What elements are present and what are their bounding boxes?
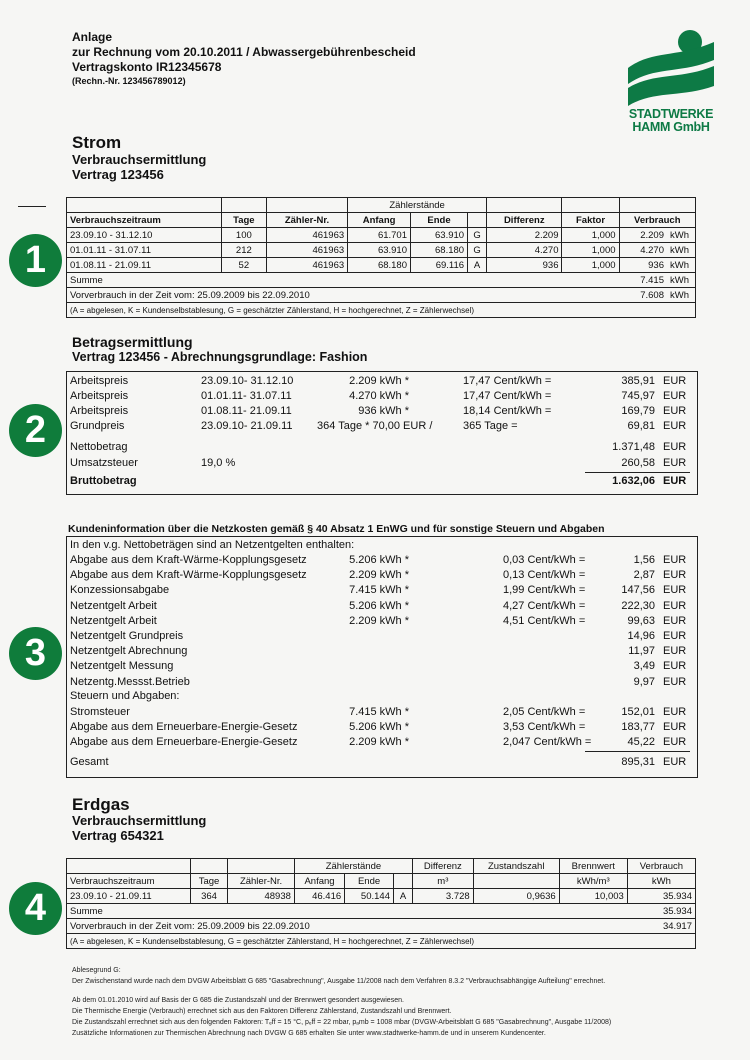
betrag-row-rate: 18,14 Cent/kWh = [463,405,552,417]
betrag-row-period: 01.01.11- 31.07.11 [201,390,292,402]
steuern-label: Steuern und Abgaben: [70,690,180,702]
col-faktor: Faktor [562,213,619,228]
kunden-row-rate: 1,99 Cent/kWh = [503,584,586,597]
erdgas-title: Erdgas [72,795,130,814]
kunden-row-currency: EUR [663,675,687,688]
ust-label: Umsatzsteuer [70,457,138,469]
kunden-row-label: Netzentgelt Arbeit [70,614,157,627]
kunden-box: In den v.g. Nettobeträgen sind an Netzentgelten enthalten: Abgabe aus dem Kraft-Wärme-Kopplungsgesetz 5.206 kWh * 0,03 Cent/kWh = 1,56 EUR Abgabe aus dem Kraft-Wärme-Kopplungsgesetz 2.209 kWh * 0,13 Cent/kWh = 2,87 EUR Konzessionsabgabe 7.415 kWh * 1,99 Cent/kWh = 147,56 EUR Netzentgelt Arbeit 5.206 kWh * 4,27 Cent/kWh = 222,30 EUR Netzentgelt Arbeit 2.209 kWh * 4,51 Cent/kWh = 99,63 EUR Netzentgelt Grundpreis 14,96 EUR Netzentgelt Abrechnung 11,97 EUR Netzentgelt Messung 3,49 EUR Netzentg.Messst.Betrieb 9,97 EUR Steuern und Abgaben: Stromsteuer 7.415 kWh * 2,05 Cent/kWh = 152,01 EUR Abgabe aus dem Erneuerbare-Energie-Gesetz 5.206 kWh * 3,53 Cent/kWh = 183,77 EUR Abgabe aus dem Erneuerbare-Energie-Gesetz 2.209 kWh * 2,047 Cent/kWh = 45,22 EUR Gesamt 895,31 EUR [66,536,698,778]
kunden-row-label: Konzessionsabgabe [70,584,170,597]
ust-rate: 19,0 % [201,457,236,469]
betrag-row-currency: EUR [663,390,687,402]
header-line-2: zur Rechnung vom 20.10.2011 / Abwassergebührenbescheid [72,45,416,59]
betrag-row-amount: 385,91 [621,375,655,387]
section-badge-4: 4 [9,882,62,935]
betrag-row-qty: 2.209 kWh * [349,375,409,387]
header-line-3: Vertragskonto IR12345678 [72,60,222,74]
steuern-row-qty: 5.206 kWh * [349,721,409,734]
kunden-row-rate: 4,51 Cent/kWh = [503,614,586,627]
kunden-row-amount: 11,97 [628,645,655,658]
table-row: 23.09.10 - 31.12.10 100 461963 61.701 63.910 G 2.209 1,000 2.209 kWh [67,228,696,243]
col-tage: Tage [221,213,266,228]
betrag-row-label: Arbeitspreis [70,375,129,387]
summe-row: Summe 7.415 kWh [67,273,696,288]
section-badge-1: 1 [9,234,62,287]
col-anfang: Anfang [348,213,411,228]
zaehlerstaende-header: Zählerstände [348,198,487,213]
header-line-4: (Rechn.-Nr. 123456789012) [72,76,186,86]
logo-mark-icon [622,28,720,108]
margin-mark [18,206,46,207]
kunden-row-label: Netzentgelt Arbeit [70,599,157,612]
col-differenz: Differenz [487,213,562,228]
brutto-line [585,472,690,473]
erdgas-summe-row: Summe 35.934 [67,904,696,919]
kunden-row-label: Netzentgelt Messung [70,660,174,673]
steuern-row-rate: 2,05 Cent/kWh = [503,706,586,718]
table-row: 23.09.10 - 21.09.11 364 48938 46.416 50.144 A 3.728 0,9636 10,003 35.934 [67,889,696,904]
betrag-row-qty: 364 Tage * 70,00 EUR / [317,420,433,432]
kunden-row-amount: 9,97 [633,675,655,688]
betrag-row-rate: 17,47 Cent/kWh = [463,390,552,402]
kunden-row-qty: 2.209 kWh * [349,614,409,627]
ust-value: 260,58 [621,457,655,469]
steuern-row-currency: EUR [663,706,687,718]
col-zaehler-nr: Zähler-Nr. [266,213,347,228]
steuern-row-rate: 2,047 Cent/kWh = [503,736,592,749]
kunden-row-currency: EUR [663,569,687,582]
betrag-row-rate: 365 Tage = [463,420,518,432]
erdgas-vorverbrauch-row: Vorverbrauch in der Zeit vom: 25.09.2009 bis 22.09.2010 34.917 [67,919,696,934]
kunden-row-label: Abgabe aus dem Kraft-Wärme-Kopplungsgesetz [70,554,307,566]
kunden-row-label: Netzentgelt Abrechnung [70,645,188,658]
betrag-row-qty: 4.270 kWh * [349,390,409,402]
gesamt-line [585,751,690,752]
betrag-row-label: Arbeitspreis [70,390,129,402]
kunden-row-rate: 0,13 Cent/kWh = [503,569,586,582]
betrag-row-rate: 17,47 Cent/kWh = [463,375,552,387]
betrag-row-currency: EUR [663,375,687,387]
kunden-row-amount: 3,49 [633,660,655,673]
kunden-row-currency: EUR [663,599,687,612]
kunden-row-label: Netzentgelt Grundpreis [70,630,184,642]
steuern-row-label: Abgabe aus dem Erneuerbare-Energie-Gesetz [70,736,298,749]
gesamt-label: Gesamt [70,756,109,768]
betrag-row-period: 23.09.10- 21.09.11 [201,420,293,432]
steuern-row-qty: 7.415 kWh * [349,706,409,718]
company-logo [622,28,720,140]
kunden-row-rate: 4,27 Cent/kWh = [503,599,586,612]
kunden-row-currency: EUR [663,660,687,673]
kunden-row-amount: 2,87 [633,569,655,582]
erdgas-vertrag: Vertrag 654321 [72,828,164,843]
kunden-row-currency: EUR [663,554,687,566]
kunden-title: Kundeninformation über die Netzkosten gemäß § 40 Absatz 1 EnWG und für sonstige Steuern und Abgaben [68,523,605,535]
table-row: 01.08.11 - 21.09.11 52 461963 68.180 69.116 A 936 1,000 936 kWh [67,258,696,273]
kunden-row-qty: 2.209 kWh * [349,569,409,582]
section-badge-3: 3 [9,627,62,680]
gesamt-value: 895,31 [621,756,655,768]
logo-text-line-1: STADTWERKE [628,107,714,121]
strom-vertrag: Vertrag 123456 [72,167,164,182]
col-ende: Ende [411,213,468,228]
betrag-subtitle: Vertrag 123456 - Abrechnungsgrundlage: Fashion [72,350,368,364]
betrag-row-currency: EUR [663,405,687,417]
steuern-row-amount: 152,01 [621,706,655,718]
header-line-1: Anlage [72,30,113,44]
betrag-row-qty: 936 kWh * [358,405,409,417]
steuern-row-label: Stromsteuer [70,706,130,718]
betrag-title: Betragsermittlung [72,334,193,350]
kunden-row-currency: EUR [663,645,687,658]
col-verbrauch: Verbrauch [619,213,695,228]
netto-value: 1.371,48 [612,441,655,453]
steuern-row-currency: EUR [663,721,687,734]
erdgas-consumption-table: Zählerstände Differenz Zustandszahl Brennwert Verbrauch Verbrauchszeitraum Tage Zähler-Nr. Anfang Ende m³ kWh/m³ kWh 23.09.10 - 21.09.11 364 48938 46.416 50.144 A 3.728 0,9636 10,003 35.934 Summe 35.934 Vorverbrauch in der Zeit vom: 25.09.2009 bis 22.09.2010 34.917 (A = abgelesen, K = Kundenselbstablesung, G = geschätzter Zählerstand, H = hochgerechnet, Z = Zählerwechsel) [66,858,696,949]
vorverbrauch-row: Vorverbrauch in der Zeit vom: 25.09.2009 bis 22.09.2010 7.608 kWh [67,288,696,303]
betrag-row-label: Grundpreis [70,420,125,432]
strom-title: Strom [72,133,122,152]
steuern-row-amount: 45,22 [627,736,655,749]
table-row: 01.01.11 - 31.07.11 212 461963 63.910 68.180 G 4.270 1,000 4.270 kWh [67,243,696,258]
document-header [72,30,416,87]
logo-text-line-2: HAMM GmbH [632,120,710,134]
col-flag [468,213,487,228]
kunden-row-amount: 147,56 [621,584,655,597]
betrag-row-period: 23.09.10- 31.12.10 [201,375,294,387]
betrag-box: Arbeitspreis 23.09.10- 31.12.10 2.209 kWh * 17,47 Cent/kWh = 385,91 EUR Arbeitspreis 01.01.11- 31.07.11 4.270 kWh * 17,47 Cent/kWh = 745,97 EUR Arbeitspreis 01.08.11- 21.09.11 936 kWh * 18,14 Cent/kWh = 169,79 EUR Grundpreis 23.09.10- 21.09.11 364 Tage * 70,00 EUR / 365 Tage = 69,81 EUR Nettobetrag 1.371,48 EUR Umsatzsteuer 19,0 % 260,58 EUR Bruttobetrag 1.632,06 EUR [66,371,698,495]
kunden-row-currency: EUR [663,584,687,597]
kunden-row-rate: 0,03 Cent/kWh = [503,554,586,566]
legend-row: (A = abgelesen, K = Kundenselbstablesung, G = geschätzter Zählerstand, H = hochgerechnet, Z = Zählerwechsel) [67,303,696,318]
kunden-intro: In den v.g. Nettobeträgen sind an Netzentgelten enthalten: [70,539,355,551]
steuern-row-label: Abgabe aus dem Erneuerbare-Energie-Gesetz [70,721,298,734]
erdgas-subtitle: Verbrauchsermittlung [72,813,207,828]
strom-subtitle: Verbrauchsermittlung [72,152,207,167]
betrag-row-period: 01.08.11- 21.09.11 [201,405,292,417]
kunden-row-label: Abgabe aus dem Kraft-Wärme-Kopplungsgesetz [70,569,307,582]
betrag-row-amount: 169,79 [621,405,655,417]
steuern-row-currency: EUR [663,736,687,749]
kunden-row-qty: 7.415 kWh * [349,584,409,597]
col-verbrauchszeitraum: Verbrauchszeitraum [67,213,222,228]
brutto-label: Bruttobetrag [70,475,137,487]
kunden-row-amount: 14,96 [627,630,655,642]
steuern-row-qty: 2.209 kWh * [349,736,409,749]
kunden-row-currency: EUR [663,614,687,627]
kunden-row-qty: 5.206 kWh * [349,599,409,612]
kunden-row-amount: 99,63 [627,614,655,627]
kunden-row-label: Netzentg.Messst.Betrieb [70,675,190,688]
kunden-row-amount: 222,30 [621,599,655,612]
betrag-row-currency: EUR [663,420,687,432]
erdgas-zaehlerstaende-header: Zählerstände [294,859,412,874]
betrag-row-amount: 69,81 [627,420,655,432]
betrag-row-label: Arbeitspreis [70,405,129,417]
kunden-row-qty: 5.206 kWh * [349,554,409,566]
netto-label: Nettobetrag [70,441,128,453]
kunden-row-currency: EUR [663,630,687,642]
erdgas-legend-row: (A = abgelesen, K = Kundenselbstablesung, G = geschätzter Zählerstand, H = hochgerechnet, Z = Zählerwechsel) [67,934,696,949]
brutto-value: 1.632,06 [612,475,655,487]
footer-notes: Ablesegrund G: Der Zwischenstand wurde nach dem DVGW Arbeitsblatt G 685 "Gasabrechnung", Ausgabe 11/2008 nach dem Verfahren 8.3.2 "Verbrauchsabhängige Aufteilung" errechnet. Ab dem 01.01.2010 wird auf Basis der G 685 die Zustandszahl und der Brennwert gesondert ausgewiesen. Die Thermische Energie (Verbrauch) errechnet sich aus den Faktoren Differenz Zählerstand, Zustandszahl und Brennwert. Die Zustandszahl errechnet sich aus den folgenden Faktoren: Tₑff = 15 °C, pₑff = 22 mbar, pₐmb = 1008 mbar (DVGW-Arbeitsblatt G 685 "Gasabrechnung", Ausgabe 11/2008) Zusätzliche Informationen zur Thermischen Abrechnung nach DVGW G 685 erhalten Sie unter www.stadtwerke-hamm.de und in unserem Kundencenter. [72,967,612,1037]
kunden-row-amount: 1,56 [633,554,655,566]
steuern-row-amount: 183,77 [621,721,655,734]
steuern-row-rate: 3,53 Cent/kWh = [503,721,586,734]
section-badge-2: 2 [9,404,62,457]
betrag-row-amount: 745,97 [621,390,655,402]
strom-consumption-table [66,197,696,318]
